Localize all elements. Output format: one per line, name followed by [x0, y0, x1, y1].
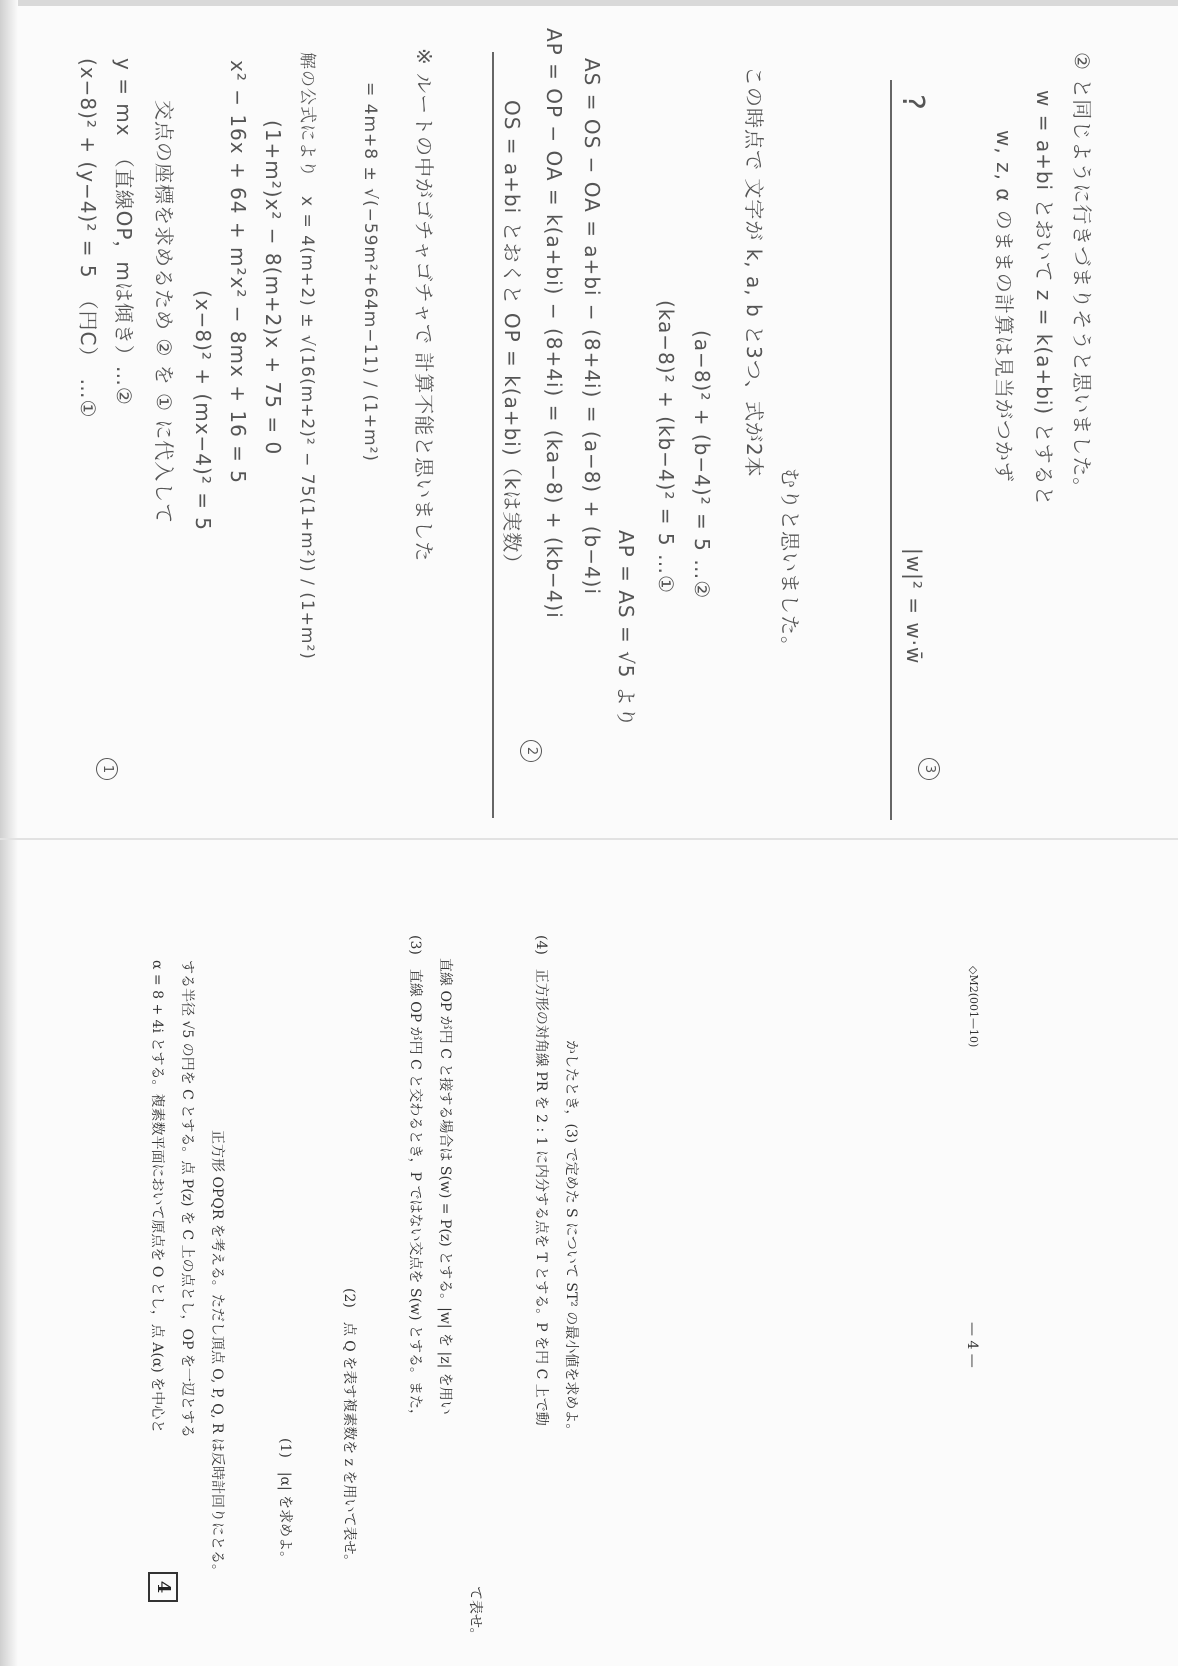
question-3-line-1: (3) 直線 OP が円 C と交わるとき，P ではない交点を S(w) とする。また，: [407, 935, 423, 1423]
question-1: (1) |α| を求めよ。: [277, 1438, 293, 1566]
question-2: (2) 点 Q を表す複素数を z を用いて表せ。: [341, 1288, 357, 1569]
answer-2-line-7: この時点で 文字が k, a, b と3つ、式が2本: [742, 66, 766, 478]
answer-2-marker: 2: [520, 740, 542, 762]
problem-intro-line-3: 正方形 OPQR を考える。ただし頂点 O, P, Q, R は反時計回りにとる。: [209, 1130, 225, 1578]
question-3-line-2: 直線 OP が円 C と接する場合は S(w) = P(z) とする。|w| を |z| を用い: [437, 958, 453, 1415]
answer-2-line-2: AP = OP − OA = k(a+bi) − (8+4i) = (ka−8) + (kb−4)i: [542, 28, 566, 619]
answer-1-note: ※ ルートの中がゴチャゴチャで 計算不能と思いました: [412, 48, 436, 563]
answer-2-line-5: (ka−8)² + (kb−4)² = 5 …①: [654, 300, 678, 594]
answer-2-line-8: むりと思いました。: [778, 468, 802, 657]
answer-3-line-4: ② と同じように行きづまりそうと思いました。: [1070, 52, 1094, 499]
scan-edge: [0, 0, 1178, 6]
answer-1-line-1: (x−8)² + (y−4)² = 5 （円C） …①: [76, 58, 100, 419]
page-fold: [0, 838, 1178, 840]
answer-2-line-6: (a−8)² + (b−4)² = 5 …②: [690, 330, 714, 600]
answer-3-line-1: |w|² = w·w̄: [902, 548, 926, 665]
problem-intro-line-2: する半径 √5 の円を C とする。点 P(z) を C 上の点とし，OP を一辺とする: [179, 960, 195, 1438]
answer-2-line-1: OS = a+bi とおくと OP = k(a+bi)（kは実数）: [500, 100, 524, 575]
problem-number-box: 4: [148, 1572, 178, 1602]
separator-2-3: [890, 80, 892, 820]
answer-1-line-6: (1+m²)x² − 8(m+2)x + 75 = 0: [261, 120, 285, 456]
question-3-line-3: て表せ。: [467, 1586, 483, 1642]
answer-1-line-8: = 4m+8 ± √(−59m²+64m−11) / (1+m²): [360, 82, 380, 463]
answer-2-line-4: AP = AS = √5 より: [614, 530, 638, 728]
answer-3-line-2: w, z, α のままの計算は見当がつかず: [992, 130, 1016, 483]
answer-1-line-4: (x−8)² + (mx−4)² = 5: [191, 290, 215, 532]
answer-1-line-2: y = mx （直線OP，mは傾き）…②: [112, 58, 136, 406]
scan-edge-shadow: [0, 0, 18, 1666]
answer-2-line-3: AS = OS − OA = a+bi − (8+4i) = (a−8) + (b−4)i: [580, 58, 604, 596]
answer-1-line-5: x² − 16x + 64 + m²x² − 8mx + 16 = 5: [226, 60, 250, 484]
answer-1-marker: 1: [96, 758, 118, 780]
exam-code: ◇M2(001—10): [967, 966, 980, 1048]
page-number: — 4 —: [964, 1322, 980, 1368]
separator-1-2: [492, 52, 494, 818]
question-4-line-2: かしたとき，(3) で定めた S について ST² の最小値を求めよ。: [563, 1040, 579, 1438]
answer-3-marker: 3: [918, 758, 940, 780]
answer-3-line-3: w = a+bi とおいて z = k(a+bi) とすると: [1032, 90, 1056, 507]
problem-intro-line-1: α = 8 + 4i とする。複素数平面において原点を O とし，点 A(α) を中心と: [149, 960, 165, 1434]
answer-1-line-7: 解の公式により x = 4(m+2) ± √(16(m+2)² − 75(1+m²)) / (1+m²): [297, 52, 317, 660]
question-4-line-1: (4) 正方形の対角線 PR を 2 : 1 に内分する点を T とする。P を円 C 上で動: [533, 935, 549, 1426]
answer-2-question-mark: ?: [895, 94, 930, 111]
answer-1-line-3: 交点の座標を求めるため ② を ① に代入して: [152, 100, 176, 525]
